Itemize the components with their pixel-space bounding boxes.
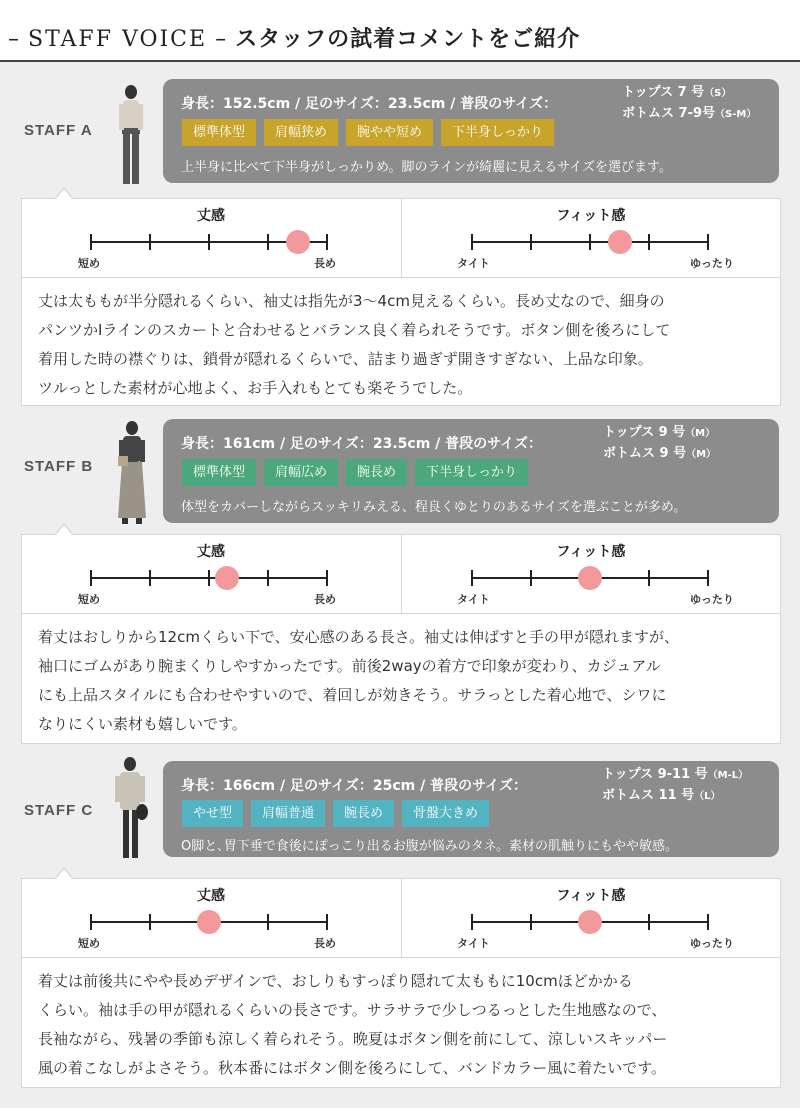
scale-tick: [530, 234, 532, 250]
fit-scale: [401, 535, 780, 613]
scale-tick: [326, 914, 328, 930]
scale-tick: [149, 234, 151, 250]
staff-info-box: [163, 419, 779, 523]
scale-tick: [267, 234, 269, 250]
tag: 下半身しっかり: [415, 459, 528, 486]
scale-title: フィット感: [556, 208, 626, 224]
scale-track: [91, 241, 327, 243]
scale-min-label: タイト: [457, 257, 490, 270]
usual-size: トップス 9 号（M） ボトムス 9 号（M）: [603, 425, 717, 461]
body-type-tags: [182, 459, 528, 486]
fit-review-panel: [21, 878, 781, 1088]
section-header: [0, 0, 800, 60]
staff-list: [0, 62, 800, 1108]
scale-min-label: 短め: [78, 593, 100, 606]
scale-track: [472, 241, 708, 243]
scale-track: [472, 577, 708, 579]
scale-tick: [267, 570, 269, 586]
scale-tick: [208, 570, 210, 586]
scale-tick: [530, 570, 532, 586]
scale-indicator-dot: [215, 566, 239, 590]
scale-tick: [707, 570, 709, 586]
size-bottom: ボトムス 7-9号: [622, 106, 716, 121]
staff-label: STAFF A: [24, 122, 93, 139]
scale-tick: [267, 914, 269, 930]
body-description: 上半身に比べて下半身がしっかりめ。脚のラインが綺麗に見えるサイズを選びます。: [181, 160, 673, 175]
body-measurements: 身長：166cm / 足のサイズ：25cm / 普段のサイズ：: [181, 778, 527, 794]
scale-tick: [530, 914, 532, 930]
scale-min-label: タイト: [457, 937, 490, 950]
scale-tick: [471, 570, 473, 586]
fit-comment: 丈は太ももが半分隠れるくらい、袖丈は指先が3～4cm見えるくらい。長め丈なので、細身の パンツかIラインのスカートと合わせるとバランス良く着られそうです。ボタン側を後ろにして 着用した時の襟ぐりは、鎖骨が隠れるくらいで、詰まり過ぎず開きすぎない、上品な印象。 ツルっとした素材が心地よく、お手入れもとても楽そうでした。: [38, 292, 671, 397]
body-description: 体型をカバーしながらスッキリみえる、程良くゆとりのあるサイズを選ぶことが多め。: [181, 500, 687, 515]
body-measurements: 身長：152.5cm / 足のサイズ：23.5cm / 普段のサイズ：: [181, 96, 558, 112]
title-en: STAFF VOICE: [28, 27, 208, 52]
staff-c-photo: [108, 754, 154, 866]
scale-tick: [471, 234, 473, 250]
tag: 下半身しっかり: [441, 119, 554, 146]
scale-tick: [707, 234, 709, 250]
tag: 肩幅普通: [251, 800, 325, 827]
tag: 腕長め: [346, 459, 407, 486]
scale-indicator-dot: [578, 910, 602, 934]
staff-label: STAFF C: [24, 802, 94, 819]
tag: 肩幅広め: [264, 459, 338, 486]
scale-title: フィット感: [556, 888, 626, 904]
scale-min-label: 短め: [78, 257, 100, 270]
scale-tick: [589, 234, 591, 250]
tag: 肩幅狭め: [264, 119, 338, 146]
scale-tick: [149, 570, 151, 586]
scale-tick: [648, 914, 650, 930]
scale-tick: [326, 234, 328, 250]
scale-max-label: 長め: [314, 593, 336, 606]
staff-info-box: [163, 761, 779, 857]
usual-size: トップス 9-11 号（M-L） ボトムス 11 号（L）: [602, 767, 749, 803]
scale-tick: [90, 234, 92, 250]
scale-indicator-dot: [286, 230, 310, 254]
scale-title: 丈感: [197, 208, 225, 224]
scale-max-label: 長め: [314, 257, 336, 270]
scale-max-label: 長め: [314, 937, 336, 950]
scale-track: [91, 921, 327, 923]
scale-indicator-dot: [608, 230, 632, 254]
scale-tick: [648, 570, 650, 586]
scale-indicator-dot: [578, 566, 602, 590]
scale-tick: [326, 570, 328, 586]
scale-indicator-dot: [197, 910, 221, 934]
body-measurements: 身長：161cm / 足のサイズ：23.5cm / 普段のサイズ：: [181, 436, 543, 452]
fit-review-panel: [21, 534, 781, 744]
section-title: – STAFF VOICE – スタッフの試着コメントをご紹介: [8, 27, 581, 52]
scale-min-label: タイト: [457, 593, 490, 606]
staff-b-photo: [110, 418, 154, 528]
scale-min-label: 短め: [78, 937, 100, 950]
scale-tick: [208, 234, 210, 250]
title-jp: スタッフの試着コメントをご紹介: [235, 27, 581, 52]
fit-review-panel: [21, 198, 781, 406]
fit-scale: [401, 199, 780, 277]
scale-tick: [90, 570, 92, 586]
scale-tick: [471, 914, 473, 930]
scale-title: 丈感: [197, 544, 225, 560]
staff-a-photo: [110, 82, 154, 192]
fit-comment: 着丈はおしりから12cmくらい下で、安心感のある長さ。袖丈は伸ばすと手の甲が隠れますが、 袖口にゴムがあり腕まくりしやすかったです。前後2wayの着方で印象が変わり、カジュアル にも上品スタイルにも合わせやすいので、着回しが効きそう。サラっとした着心地で、シワに なりにくい素材も嬉しいです。: [38, 628, 680, 733]
body-description: O脚と､胃下垂で食後にぽっこり出るお腹が悩みのタネ。素材の肌触りにもやや敏感。: [181, 839, 678, 854]
scale-track: [91, 577, 327, 579]
scale-track: [472, 921, 708, 923]
tag: 骨盤大きめ: [402, 800, 489, 827]
fit-comment: 着丈は前後共にやや長めデザインで、おしりもすっぽり隠れて太ももに10cmほどかかる くらい。袖は手の甲が隠れるくらいの長さです。サラサラで少しつるっとした生地感なので、 長袖ながら、残暑の季節も涼しく着られそう。晩夏はボタン側を前にして、涼しいスキッパー 風の着こなしがよさそう。秋本番にはボタン側を後ろにして、バンドカラー風に着たいです。: [38, 972, 668, 1077]
size-top: トップス 9-11 号: [602, 767, 708, 782]
scale-max-label: ゆったり: [690, 593, 734, 606]
size-bottom: ボトムス 11 号: [602, 788, 695, 803]
size-top: トップス 7 号: [622, 85, 705, 100]
tag: 腕やや短め: [346, 119, 433, 146]
length-scale: [22, 535, 400, 613]
scale-title: 丈感: [197, 888, 225, 904]
scale-max-label: ゆったり: [690, 257, 734, 270]
scale-title: フィット感: [556, 544, 626, 560]
tag: 腕長め: [333, 800, 394, 827]
body-type-tags: [182, 119, 554, 146]
staff-info-box: [163, 79, 779, 183]
staff-label: STAFF B: [24, 458, 94, 475]
scale-tick: [648, 234, 650, 250]
length-scale: [22, 879, 400, 957]
scale-max-label: ゆったり: [690, 937, 734, 950]
size-bottom: ボトムス 9 号: [603, 446, 687, 461]
body-type-tags: [182, 800, 489, 827]
scale-tick: [90, 914, 92, 930]
tag: やせ型: [182, 800, 243, 827]
scale-tick: [149, 914, 151, 930]
tag: 標準体型: [182, 119, 256, 146]
usual-size: トップス 7 号（S） ボトムス 7-9号（S-M）: [622, 85, 757, 121]
length-scale: [22, 199, 400, 277]
size-top: トップス 9 号: [603, 425, 686, 440]
scale-tick: [707, 914, 709, 930]
tag: 標準体型: [182, 459, 256, 486]
fit-scale: [401, 879, 780, 957]
